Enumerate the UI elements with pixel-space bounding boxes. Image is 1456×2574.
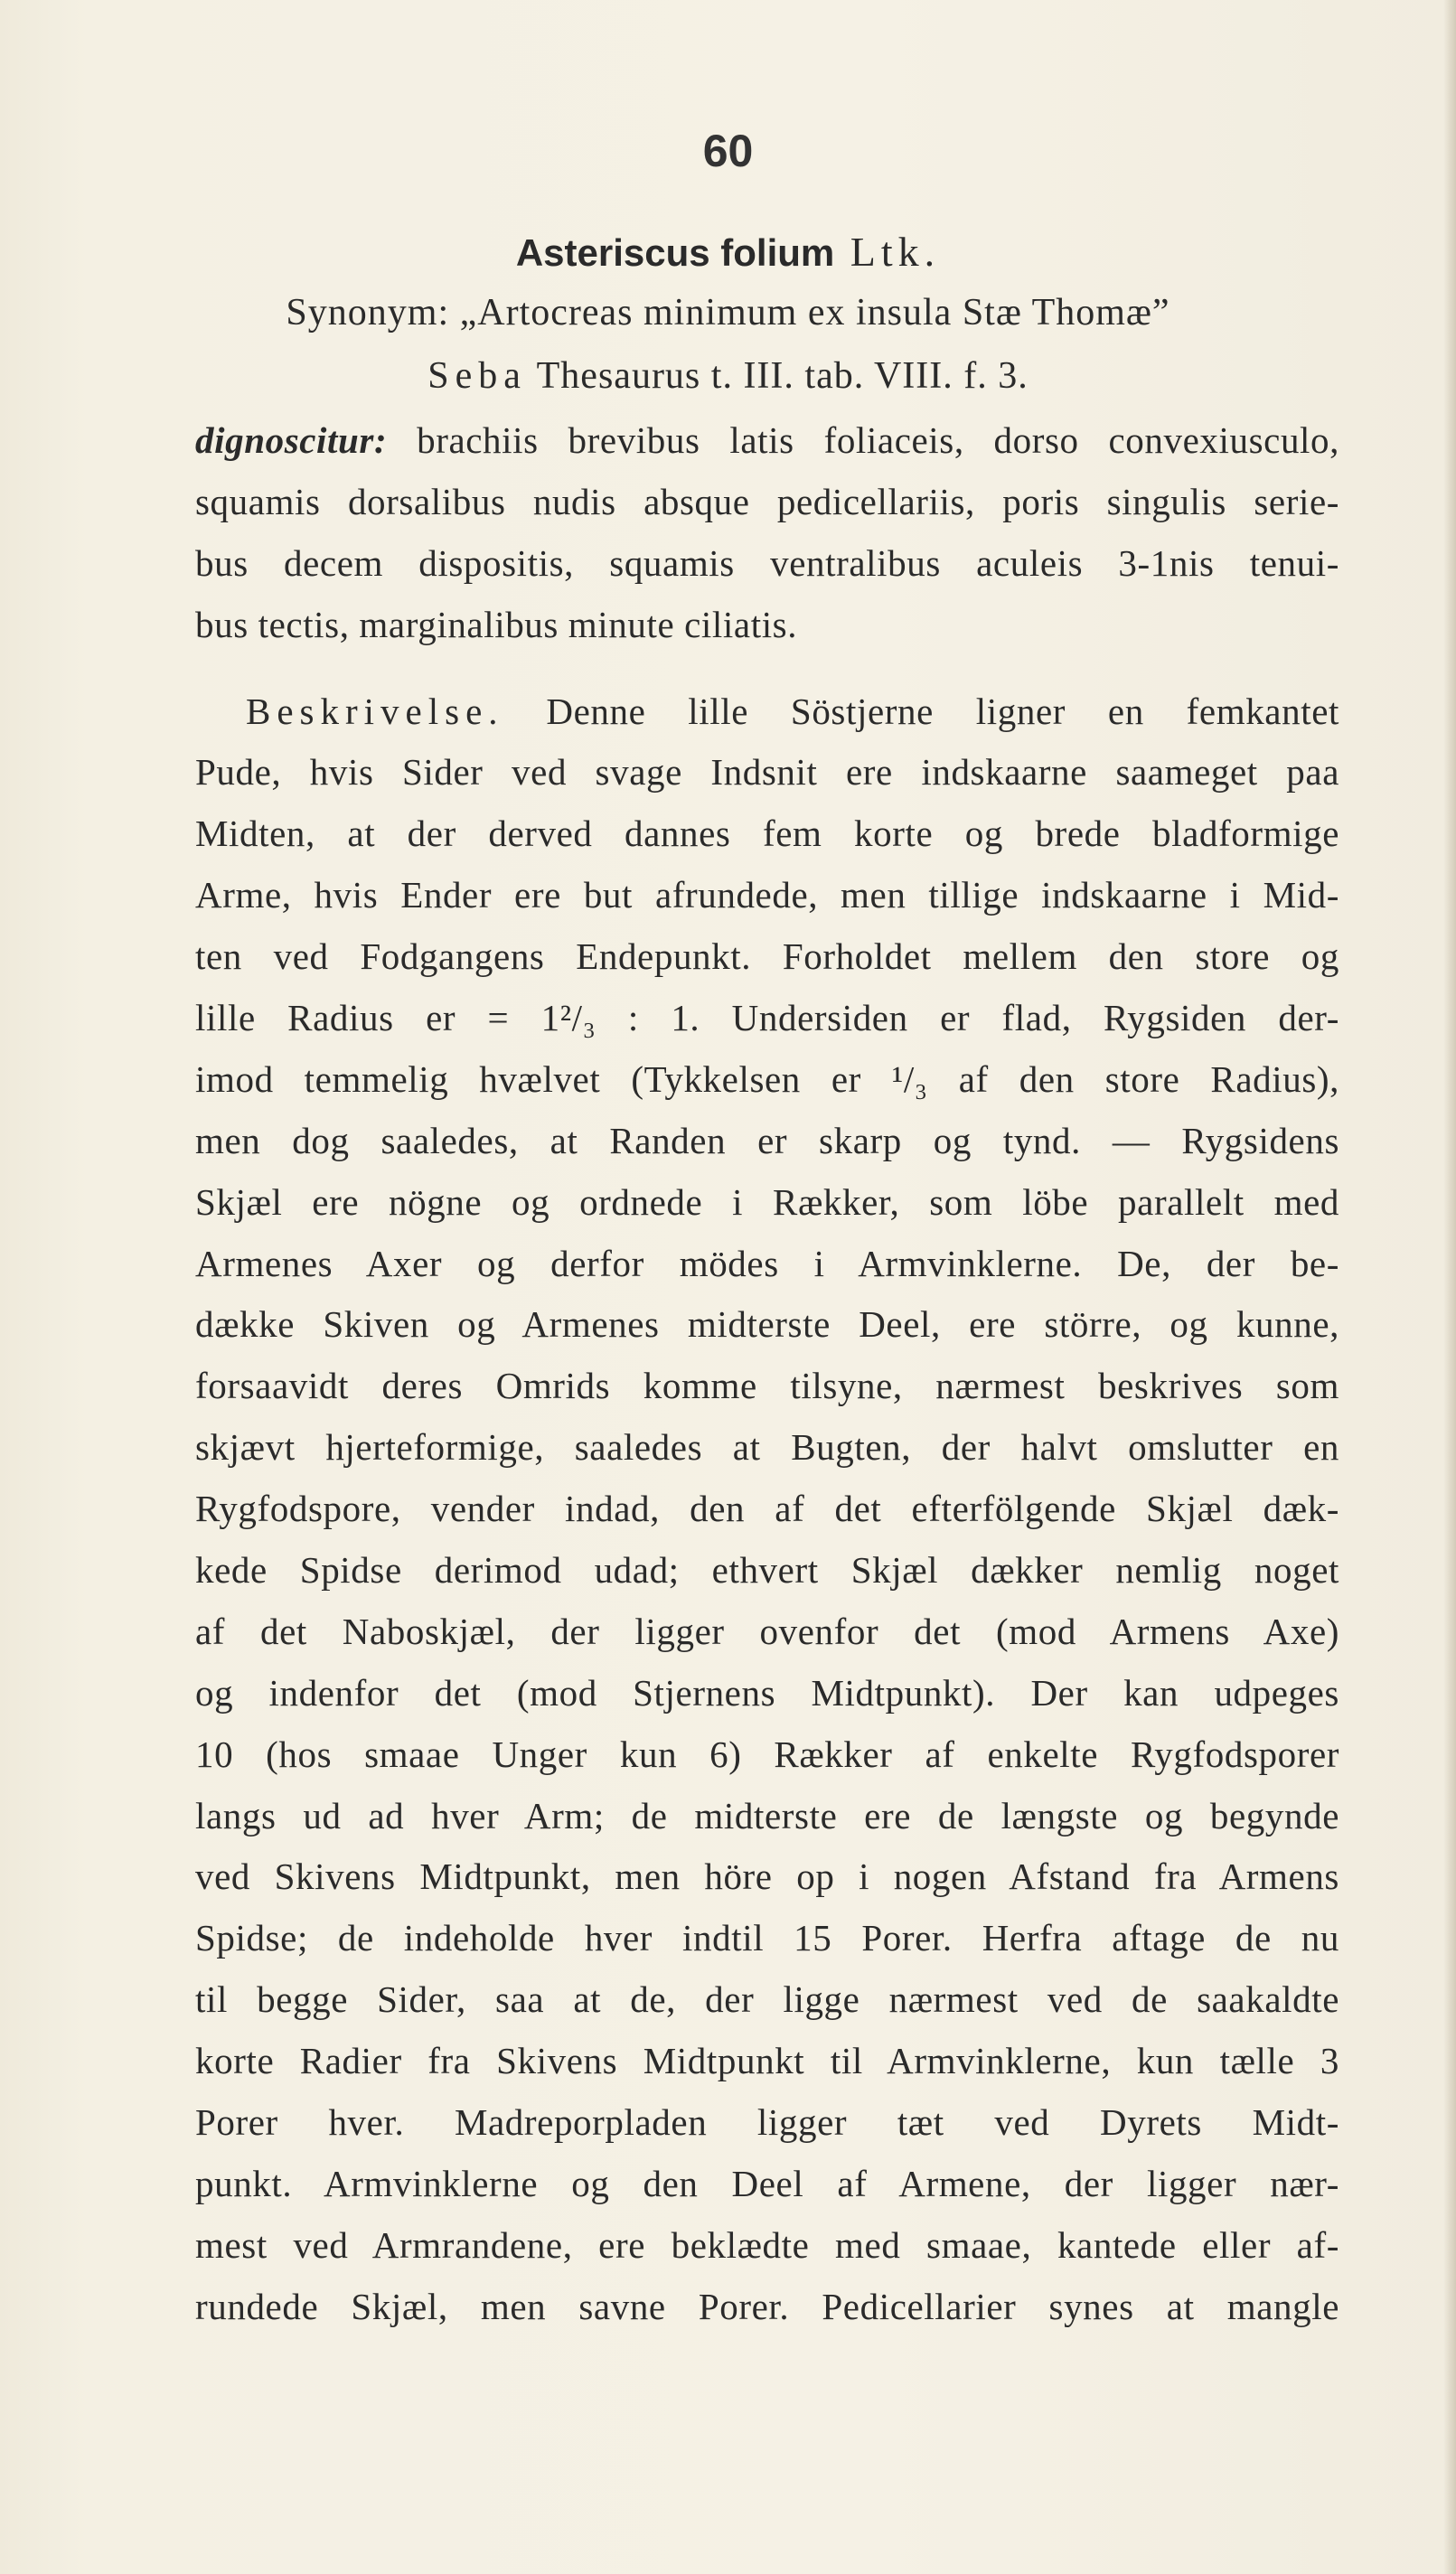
synonym-line-2	[0, 354, 1456, 398]
description-line: langs ud ad hver Arm; de midterste ere de længste og begynde	[195, 1794, 1339, 1837]
synonym-author: Seba	[427, 355, 527, 397]
paragraph-gap	[195, 656, 1339, 681]
description-line: lille Radius er = 1²/₃ : 1. Undersiden er flad, Rygsiden der-	[195, 997, 1339, 1039]
description-line: korte Radier fra Skivens Midtpunkt til Armvinklerne, kun tælle 3	[195, 2040, 1339, 2082]
description-line: Skjæl ere nögne og ordnede i Rækker, som löbe parallelt med	[195, 1180, 1339, 1223]
description-line: Armenes Axer og derfor mödes i Armvinklerne. De, der be-	[195, 1242, 1339, 1284]
synonym-line-1: Synonym: „Artocreas minimum ex insula Stæ Thomæ”	[286, 292, 1170, 333]
synonym-reference: Thesaurus t. III. tab. VIII. f. 3.	[536, 355, 1029, 397]
description-line: kede Spidse derimod udad; ethvert Skjæl dækker nemlig noget	[195, 1549, 1339, 1592]
diagnosis-line: dignoscitur: brachiis brevibus latis foliaceis, dorso convexiusculo,	[195, 419, 1339, 461]
species-name: Asteriscus folium	[515, 231, 835, 274]
description-line: ten ved Fodgangens Endepunkt. Forholdet mellem den store og	[195, 935, 1339, 978]
description-line: Midten, at der derved dannes fem korte og brede bladformige	[195, 813, 1339, 855]
diagnosis-line: bus tectis, marginalibus minute ciliatis.	[195, 603, 798, 645]
description-line: og indenfor det (mod Stjernens Midtpunkt). Der kan udpeges	[195, 1671, 1339, 1714]
description-line: ved Skivens Midtpunkt, men höre op i nogen Afstand fra Armens	[195, 1855, 1339, 1898]
description-label: Beskrivelse.	[246, 690, 504, 732]
body-text	[195, 410, 1339, 2338]
description-line: af det Naboskjæl, der ligger ovenfor det (mod Armens Axe)	[195, 1610, 1339, 1652]
description-line: Porer hver. Madreporpladen ligger tæt ved Dyrets Midt-	[195, 2101, 1339, 2144]
description-line: dække Skiven og Armenes midterste Deel, ere större, og kunne,	[195, 1303, 1339, 1346]
description-line: 10 (hos smaae Unger kun 6) Rækker af enkelte Rygfodsporer	[195, 1733, 1339, 1775]
description-line: Pude, hvis Sider ved svage Indsnit ere indskaarne saameget paa	[195, 751, 1339, 794]
diagnosis-line: squamis dorsalibus nudis absque pedicellariis, poris singulis serie-	[195, 480, 1339, 522]
description-line: punkt. Armvinklerne og den Deel af Armene, der ligger nær-	[195, 2162, 1339, 2204]
description-line: Beskrivelse. Denne lille Söstjerne ligner en femkantet	[246, 690, 1339, 732]
species-heading	[0, 228, 1456, 276]
description-line: mest ved Armrandene, ere beklædte med smaae, kantede eller af-	[195, 2223, 1339, 2266]
description-line: rundede Skjæl, men savne Porer. Pedicellarier synes at mangle	[195, 2285, 1339, 2327]
description-line: imod temmelig hvælvet (Tykkelsen er ¹/₃ af den store Radius),	[195, 1057, 1339, 1100]
page-number: 60	[702, 126, 754, 176]
description-line: forsaavidt deres Omrids komme tilsyne, nærmest beskrives som	[195, 1365, 1339, 1407]
diagnosis-line: bus decem dispositis, squamis ventralibus aculeis 3-1nis tenui-	[195, 541, 1339, 584]
description-line: til begge Sider, saa at de, der ligge nærmest ved de saakaldte	[195, 1978, 1339, 2021]
description-line: Arme, hvis Ender ere but afrundede, men tillige indskaarne i Mid-	[195, 874, 1339, 916]
diagnosis-label: dignoscitur:	[195, 419, 388, 461]
description-line: men dog saaledes, at Randen er skarp og tynd. — Rygsidens	[195, 1119, 1339, 1161]
description-line: Rygfodspore, vender indad, den af det efterfölgende Skjæl dæk-	[195, 1488, 1339, 1530]
description-line: Spidse; de indeholde hver indtil 15 Porer. Herfra aftage de nu	[195, 1917, 1339, 1959]
description-line: skjævt hjerteformige, saaledes at Bugten, der halvt omslutter en	[195, 1426, 1339, 1469]
species-author: Ltk.	[850, 229, 941, 275]
